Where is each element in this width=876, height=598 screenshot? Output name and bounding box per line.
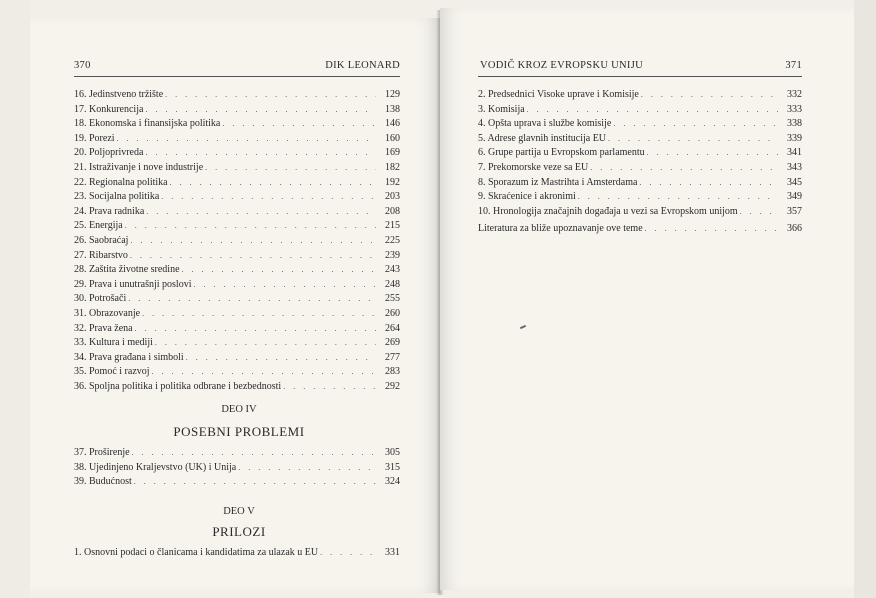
dot-leader [740,205,778,220]
toc-entry [74,190,400,205]
dot-leader [645,222,778,237]
toc-entry-title: 33. Kultura i mediji [74,337,153,349]
toc-entry-title: 9. Skraćenice i akronimi [478,191,576,203]
dot-leader [155,336,376,351]
toc-entry-page: 243 [385,264,400,276]
toc-entry-title: 1. Osnovni podaci o članicama i kandidatima za ulazak u EU [74,547,319,558]
toc-entry-page: 333 [787,103,802,115]
toc-entry [478,176,802,191]
toc-entry [74,146,400,161]
toc-entry-title: 28. Zaštita životne sredine [74,264,180,276]
toc-entry [74,380,400,395]
dot-leader [238,461,376,476]
toc-entry [74,307,400,322]
dot-leader [134,475,376,490]
toc-entry-page: 264 [385,322,400,334]
dot-leader [165,88,376,103]
toc-entry [74,88,400,103]
toc-entry-page: 341 [787,147,802,159]
toc-entry-page: 182 [385,161,400,173]
toc-entry-page: 339 [787,132,802,144]
toc-entry-title: 7. Prekomorske veze sa EU [478,161,589,173]
literature-page: 366 [787,223,802,234]
toc-entry-page: 277 [385,351,400,363]
toc-entry-page: 146 [385,118,400,130]
dot-leader [117,132,376,147]
toc-entry-title: 30. Potrošači [74,293,127,305]
right-toc-list [478,88,802,219]
dot-leader [135,322,376,337]
toc-entry-title: 16. Jedinstveno tržište [74,89,164,100]
toc-entry [74,234,400,249]
toc-entry-title: 26. Saobraćaj [74,234,129,246]
part-v-toc-list [74,546,400,561]
dot-leader [145,146,376,161]
toc-entry-page: 248 [385,278,400,290]
dot-leader [222,117,376,132]
toc-entry [74,322,400,337]
dot-leader [130,234,376,249]
dot-leader [128,292,376,307]
dot-leader [639,176,778,191]
toc-entry-page: 169 [385,147,400,159]
toc-entry-title: 24. Prava radnika [74,205,145,217]
toc-entry-page: 331 [385,547,400,558]
toc-entry-page: 129 [385,89,400,100]
dot-leader [170,176,376,191]
dot-leader [205,161,376,176]
toc-entry [74,446,400,461]
right-header-rule [478,76,802,77]
toc-entry-title: 20. Poljoprivreda [74,147,144,159]
toc-entry-page: 305 [385,447,400,458]
toc-entry [74,176,400,191]
left-toc-list [74,88,400,394]
literature-entry [478,222,802,237]
toc-entry-page: 269 [385,337,400,349]
toc-entry-page: 324 [385,476,400,488]
toc-entry [478,146,802,161]
toc-entry [74,219,400,234]
left-edge [0,0,30,598]
toc-entry [478,161,802,176]
toc-entry [74,103,400,118]
part-iv-toc-list [74,446,400,490]
toc-entry-title: 34. Prava građana i simboli [74,351,184,363]
toc-entry-page: 292 [385,380,400,392]
literature-title: Literatura za bliže upoznavanje ove teme [478,223,643,234]
toc-entry [74,292,400,307]
toc-entry [74,278,400,293]
toc-entry [74,132,400,147]
toc-entry-title: 5. Adrese glavnih institucija EU [478,132,607,144]
toc-entry [74,263,400,278]
left-header-rule [74,76,400,77]
toc-entry-title: 35. Pomoć i razvoj [74,366,150,378]
toc-entry [478,190,802,205]
toc-entry-title: 29. Prava i unutrašnji poslovi [74,278,192,290]
toc-entry-page: 332 [787,89,802,100]
toc-entry [74,546,400,561]
toc-entry-title: 31. Obrazovanje [74,307,141,319]
toc-entry [74,161,400,176]
dot-leader [647,146,778,161]
toc-entry-page: 349 [787,191,802,203]
toc-entry [74,475,400,490]
dot-leader [641,88,778,103]
right-edge [854,0,876,598]
toc-entry-title: 21. Istraživanje i nove industrije [74,161,204,173]
toc-entry [74,205,400,220]
toc-entry-title: 19. Porezi [74,132,115,144]
toc-entry-page: 345 [787,176,802,188]
toc-entry-page: 338 [787,118,802,130]
dot-leader [578,190,778,205]
toc-entry-page: 315 [385,461,400,473]
toc-entry [74,461,400,476]
dot-leader [608,132,778,147]
dot-leader [130,249,376,264]
dot-leader [283,380,376,395]
toc-entry-title: 18. Ekonomska i finansijska politika [74,118,221,130]
dot-leader [613,117,778,132]
toc-entry-page: 283 [385,366,400,378]
part-v-label: DEO V [223,506,255,517]
toc-entry-title: 25. Energija [74,220,123,232]
dot-leader [145,103,376,118]
toc-entry-title: 22. Regionalna politika [74,176,168,188]
literature-toc-list [478,222,802,237]
toc-entry-title: 32. Prava žena [74,322,133,334]
dot-leader [161,190,376,205]
dot-leader [186,351,376,366]
left-page-number: 370 [74,60,91,71]
toc-entry-title: 6. Grupe partija u Evropskom parlamentu [478,147,645,159]
toc-entry [74,351,400,366]
dot-leader [182,263,376,278]
part-v-title: PRILOZI [212,524,266,539]
toc-entry-title: 37. Proširenje [74,447,130,458]
toc-entry-title: 23. Socijalna politika [74,191,160,203]
toc-entry-title: 2. Predsednici Visoke uprave i Komisije [478,89,639,100]
toc-entry [74,336,400,351]
part-iv-label: DEO IV [221,404,257,415]
toc-entry [74,249,400,264]
dot-leader [132,446,376,461]
toc-entry-page: 192 [385,176,400,188]
toc-entry-page: 260 [385,307,400,319]
right-running-head: VODIČ KROZ EVROPSKU UNIJU [480,60,643,71]
left-running-head: DIK LEONARD [325,60,400,71]
toc-entry-page: 239 [385,249,400,261]
toc-entry [478,132,802,147]
toc-entry [74,117,400,132]
toc-entry-title: 36. Spoljna politika i politika odbrane i bezbednosti [74,380,282,392]
toc-entry-title: 4. Opšta uprava i službe komisije [478,118,612,130]
toc-entry-title: 17. Konkurencija [74,103,144,115]
part-iv-title: POSEBNI PROBLEMI [173,424,305,439]
toc-entry [478,205,802,220]
dot-leader [590,161,778,176]
dot-leader [527,103,778,118]
dot-leader [152,365,376,380]
dot-leader [194,278,377,293]
toc-entry-title: 3. Komisija [478,103,525,115]
toc-entry [74,365,400,380]
toc-entry [478,88,802,103]
toc-entry-page: 343 [787,161,802,173]
dot-leader [125,219,376,234]
toc-entry-title: 8. Sporazum iz Mastrihta i Amsterdama [478,176,638,188]
toc-entry-page: 357 [787,205,802,217]
toc-entry-page: 160 [385,132,400,144]
toc-entry-page: 203 [385,191,400,203]
toc-entry [478,103,802,118]
dot-leader [142,307,376,322]
toc-entry-page: 138 [385,103,400,115]
toc-entry-page: 215 [385,220,400,232]
right-page-number: 371 [785,60,802,71]
toc-entry-title: 38. Ujedinjeno Kraljevstvo (UK) i Unija [74,461,237,473]
dot-leader [146,205,376,220]
toc-entry-title: 10. Hronologija značajnih događaja u vezi sa Evropskom unijom [478,205,738,217]
dot-leader [320,546,376,561]
toc-entry [478,117,802,132]
toc-entry-page: 225 [385,234,400,246]
toc-entry-page: 208 [385,205,400,217]
toc-entry-title: 27. Ribarstvo [74,249,128,261]
toc-entry-title: 39. Budućnost [74,476,132,488]
toc-entry-page: 255 [385,293,400,305]
